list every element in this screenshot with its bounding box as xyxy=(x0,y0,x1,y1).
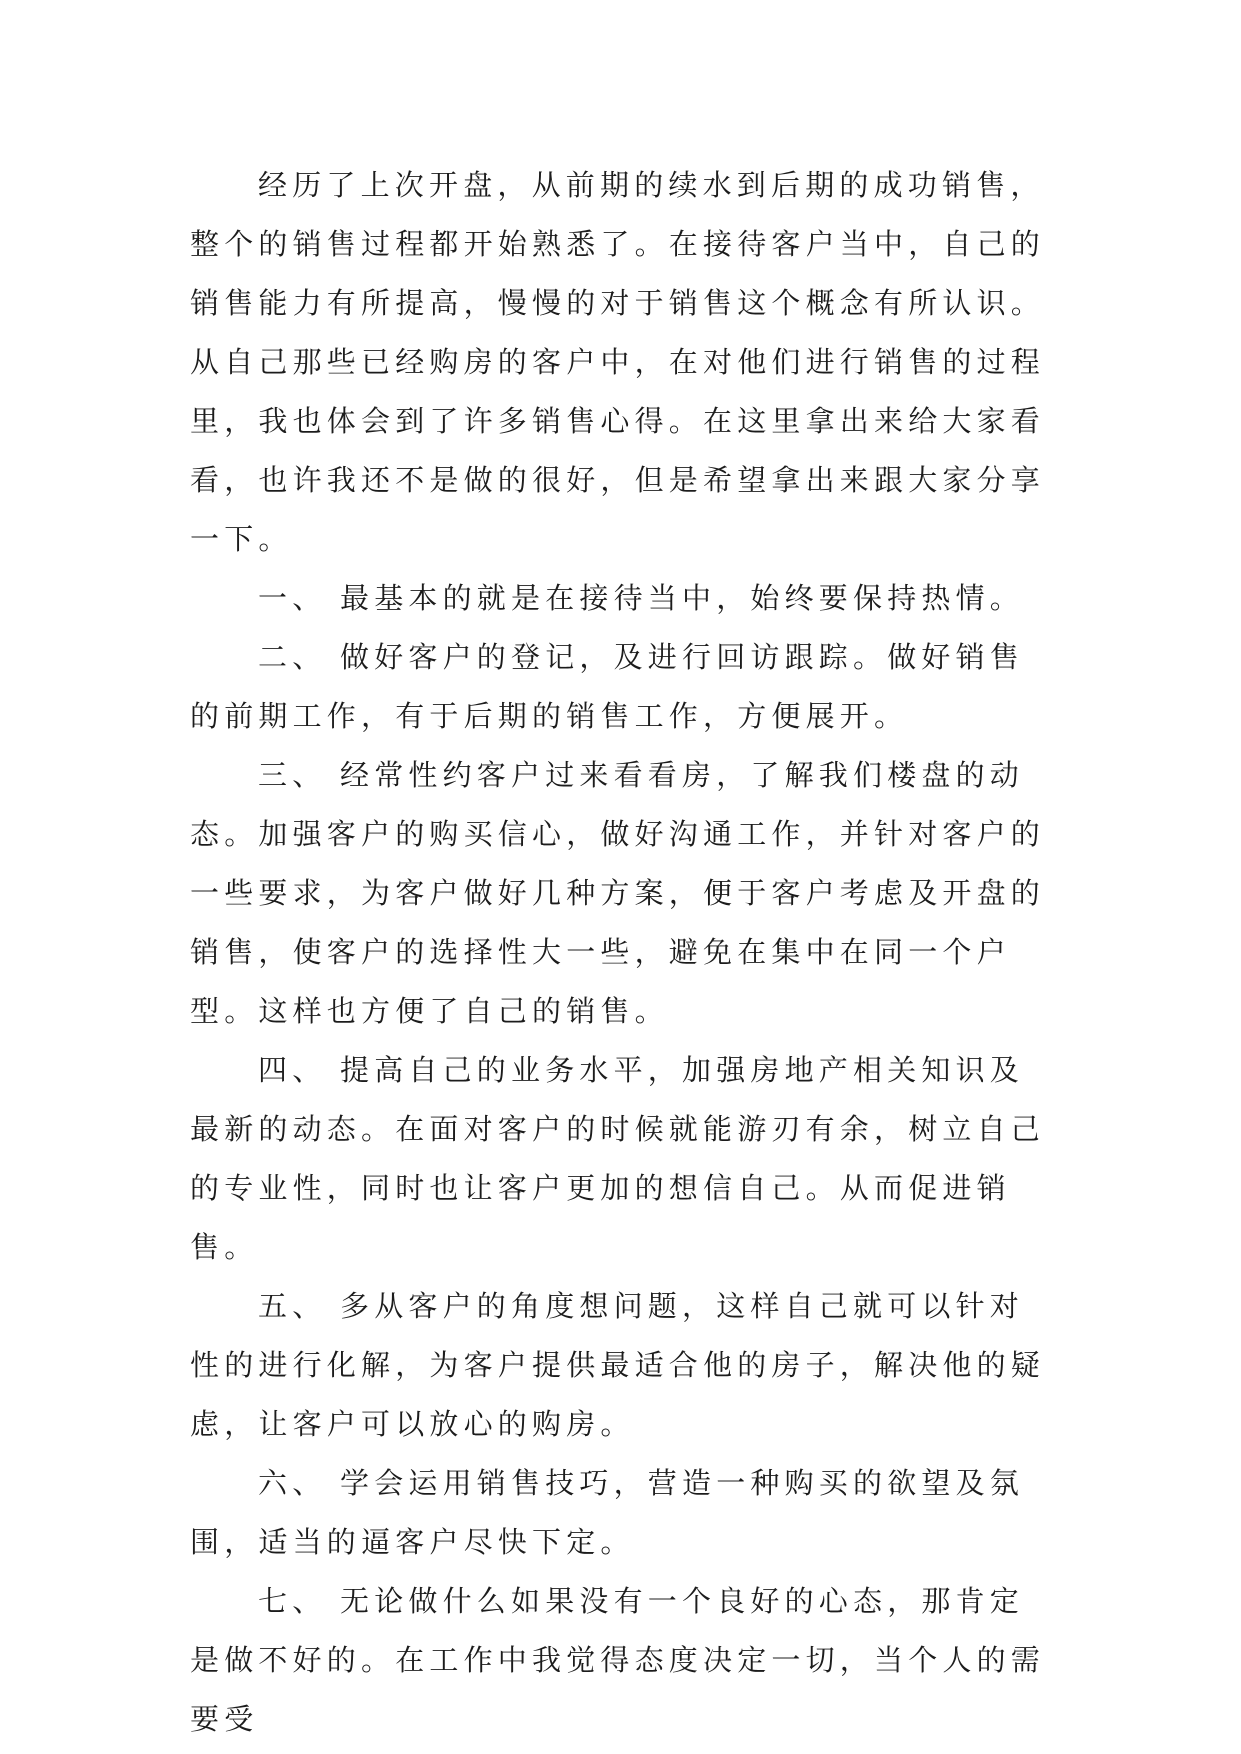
paragraph-text: 提高自己的业务水平，加强房地产相关知识及最新的动态。在面对客户的时候就能游刃有余，树立自己的专业性，同时也让客户更加的想信自己。从而促进销售。 xyxy=(190,1053,1046,1264)
paragraph-item-5 xyxy=(190,1277,1050,1454)
document-body xyxy=(190,156,1050,1749)
paragraph-item-4 xyxy=(190,1041,1050,1277)
paragraph-text: 最基本的就是在接待当中，始终要保持热情。 xyxy=(340,581,1025,615)
paragraph-item-6 xyxy=(190,1454,1050,1572)
paragraph-item-3 xyxy=(190,746,1050,1041)
item-number: 四、 xyxy=(258,1053,327,1087)
item-number: 二、 xyxy=(258,640,327,674)
item-number: 三、 xyxy=(258,758,327,792)
paragraph-text: 做好客户的登记，及进行回访跟踪。做好销售的前期工作，有于后期的销售工作，方便展开。 xyxy=(190,640,1025,733)
paragraph-text: 经历了上次开盘，从前期的续水到后期的成功销售，整个的销售过程都开始熟悉了。在接待客户当中，自己的销售能力有所提高，慢慢的对于销售这个概念有所认识。从自己那些已经购房的客户中，在对他们进行销售的过程里，我也体会到了许多销售心得。在这里拿出来给大家看看，也许我还不是做的很好，但是希望拿出来跟大家分享一下。 xyxy=(190,168,1046,556)
paragraph-text: 多从客户的角度想问题，这样自己就可以针对性的进行化解，为客户提供最适合他的房子，解决他的疑虑，让客户可以放心的购房。 xyxy=(190,1289,1046,1441)
paragraph-text: 经常性约客户过来看看房，了解我们楼盘的动态。加强客户的购买信心，做好沟通工作，并针对客户的一些要求，为客户做好几种方案，便于客户考虑及开盘的销售，使客户的选择性大一些，避免在集中在同一个户型。这样也方便了自己的销售。 xyxy=(190,758,1046,1028)
item-number: 七、 xyxy=(258,1584,327,1618)
paragraph-item-7 xyxy=(190,1572,1050,1749)
item-number: 五、 xyxy=(258,1289,327,1323)
paragraph-text: 无论做什么如果没有一个良好的心态，那肯定是做不好的。在工作中我觉得态度决定一切，当个人的需要受 xyxy=(190,1584,1046,1736)
paragraph-intro xyxy=(190,156,1050,569)
item-number: 一、 xyxy=(258,581,327,615)
paragraph-item-2 xyxy=(190,628,1050,746)
paragraph-item-1 xyxy=(190,569,1050,628)
paragraph-text: 学会运用销售技巧，营造一种购买的欲望及氛围，适当的逼客户尽快下定。 xyxy=(190,1466,1025,1559)
item-number: 六、 xyxy=(258,1466,327,1500)
